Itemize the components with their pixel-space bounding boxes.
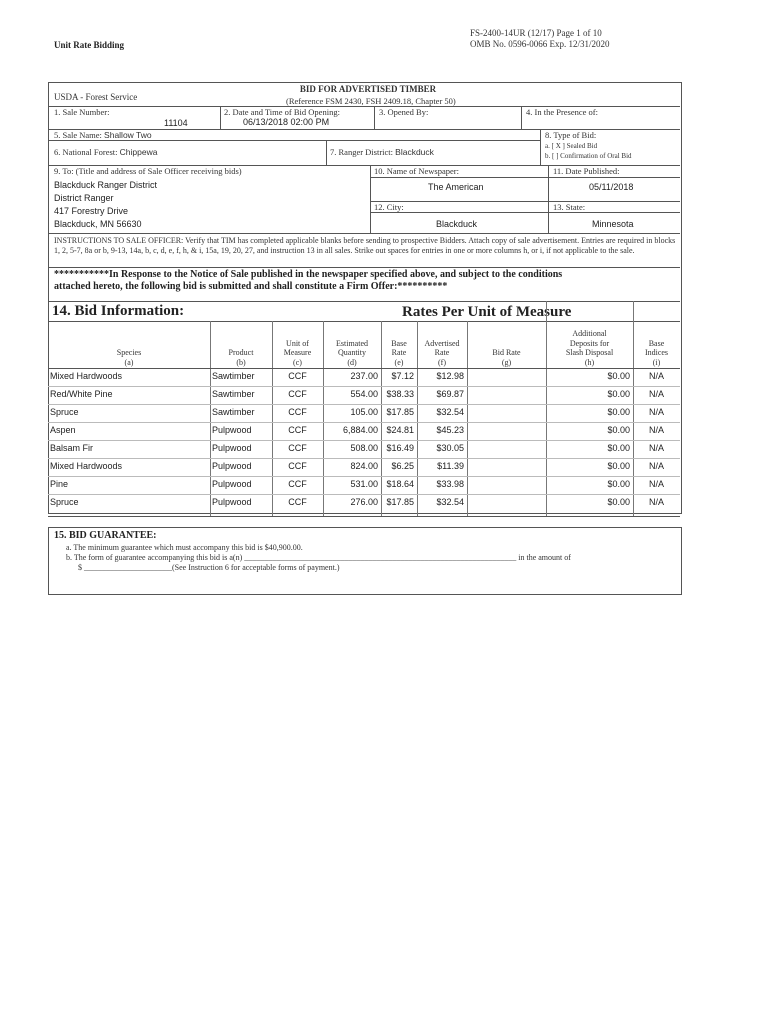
table-cell: Pulpwood <box>212 497 252 507</box>
bid-information-heading: 14. Bid Information: <box>52 303 185 319</box>
form-header <box>470 28 610 50</box>
bid-rate-input[interactable] <box>467 425 543 439</box>
form-id: FS-2400-14UR (12/17) Page 1 of 10 <box>470 28 602 38</box>
column-header: Bid Rate (g) <box>492 348 521 367</box>
table-cell: N/A <box>648 461 664 471</box>
bid-rate-input[interactable] <box>467 407 543 421</box>
bid-guarantee-heading: 15. BID GUARANTEE: <box>54 530 157 541</box>
table-cell: $6.25 <box>391 461 414 471</box>
table-cell: N/A <box>648 479 664 489</box>
table-cell: $0.00 <box>607 425 630 435</box>
table-cell: Spruce <box>50 497 79 507</box>
table-cell: N/A <box>648 443 664 453</box>
bid-opening-field[interactable]: 06/13/2018 02:00 PM <box>243 117 330 127</box>
table-cell: CCF <box>288 443 307 453</box>
table-cell: Sawtimber <box>212 389 255 399</box>
table-cell: N/A <box>648 407 664 417</box>
table-cell: $38.33 <box>386 389 414 399</box>
table-cell: $17.85 <box>386 497 414 507</box>
firm-offer-statement: ***********In Response to the Notice of Sale published in the newspaper specified above, and subject to the conditions attached hereto, the following bid is submitted and shall constitute a Firm Offer:********** <box>54 269 563 292</box>
table-cell: 531.00 <box>350 479 378 489</box>
table-cell: 276.00 <box>350 497 378 507</box>
table-cell: CCF <box>288 497 307 507</box>
table-cell: $45.23 <box>436 425 464 435</box>
table-cell: CCF <box>288 389 307 399</box>
state-label: 13. State: <box>553 202 586 212</box>
rates-per-unit-heading: Rates Per Unit of Measure <box>402 304 572 320</box>
column-header: Base Indices (i) <box>644 338 669 367</box>
sale-officer-address[interactable]: Blackduck Ranger District District Ranger 417 Forestry Drive Blackduck, MN 56630 <box>54 180 158 229</box>
table-cell: Red/White Pine <box>50 389 113 399</box>
table-cell: 508.00 <box>350 443 378 453</box>
table-cell: N/A <box>648 497 664 507</box>
bid-form <box>48 82 680 597</box>
table-cell: CCF <box>288 461 307 471</box>
document-title: Unit Rate Bidding <box>54 40 125 50</box>
table-cell: N/A <box>648 371 664 381</box>
table-cell: $0.00 <box>607 407 630 417</box>
date-published-label: 11. Date Published: <box>553 166 620 176</box>
table-cell: 554.00 <box>350 389 378 399</box>
ranger-district-label: 7. Ranger District: Blackduck <box>330 147 434 157</box>
table-cell: Sawtimber <box>212 407 255 417</box>
table-cell: N/A <box>648 425 664 435</box>
bid-rate-input[interactable] <box>467 479 543 493</box>
column-header: Additional Deposits for Slash Disposal (h) <box>565 329 614 367</box>
table-cell: 824.00 <box>350 461 378 471</box>
guarantee-form[interactable]: b. The form of guarantee accompanying this bid is a(n) ____________________________________________________________________ in the amount of <box>66 553 571 562</box>
table-cell: Pulpwood <box>212 479 252 489</box>
bid-rate-input[interactable] <box>467 371 543 385</box>
table-cell: $0.00 <box>607 443 630 453</box>
table-cell: $7.12 <box>391 371 414 381</box>
table-cell: $17.85 <box>386 407 414 417</box>
city-field[interactable]: Blackduck <box>436 219 478 229</box>
table-cell: $32.54 <box>436 497 464 507</box>
presence-of-label: 4. In the Presence of: <box>526 107 598 117</box>
table-cell: CCF <box>288 479 307 489</box>
date-published-field[interactable]: 05/11/2018 <box>589 182 634 192</box>
table-cell: Sawtimber <box>212 371 255 381</box>
table-cell: N/A <box>648 389 664 399</box>
table-cell: Balsam Fir <box>50 443 94 453</box>
form-reference: (Reference FSM 2430, FSH 2409.18, Chapter 50) <box>286 96 456 106</box>
table-cell: Aspen <box>50 425 76 435</box>
table-cell: $0.00 <box>607 371 630 381</box>
city-label: 12. City: <box>374 202 404 212</box>
table-cell: $12.98 <box>436 371 464 381</box>
table-cell: CCF <box>288 425 307 435</box>
table-cell: $0.00 <box>607 461 630 471</box>
sale-officer-label: 9. To: (Title and address of Sale Officer receiving bids) <box>54 166 242 176</box>
agency: USDA - Forest Service <box>54 92 138 102</box>
table-cell: 105.00 <box>350 407 378 417</box>
table-cell: $18.64 <box>386 479 414 489</box>
form-title: BID FOR ADVERTISED TIMBER <box>299 84 437 94</box>
table-cell: Spruce <box>50 407 79 417</box>
table-cell: $33.98 <box>436 479 464 489</box>
bid-rate-input[interactable] <box>467 443 543 457</box>
omb-number: OMB No. 0596-0066 Exp. 12/31/2020 <box>470 39 610 49</box>
sale-name-label: 5. Sale Name: Shallow Two <box>54 130 152 140</box>
table-cell: $11.39 <box>437 461 464 471</box>
column-header: Product (b) <box>228 348 254 367</box>
sealed-bid-option[interactable]: a. [ X ] Sealed Bid <box>545 142 598 150</box>
column-header: Base Rate (e) <box>391 338 407 367</box>
guarantee-amount[interactable]: $ ______________________(See Instruction 6 for acceptable forms of payment.) <box>78 563 340 572</box>
table-cell: $30.05 <box>436 443 464 453</box>
column-header: Advertised Rate (f) <box>424 338 460 367</box>
guarantee-minimum: a. The minimum guarantee which must accompany this bid is $40,900.00. <box>66 543 303 552</box>
bid-opening-label: 2. Date and Time of Bid Opening: <box>224 107 340 117</box>
table-cell: Pulpwood <box>212 425 252 435</box>
ranger-district-field[interactable]: Blackduck <box>395 147 434 157</box>
table-cell: CCF <box>288 371 307 381</box>
bid-rate-input[interactable] <box>467 389 543 403</box>
table-cell: Mixed Hardwoods <box>50 461 123 471</box>
bid-rate-input[interactable] <box>467 461 543 475</box>
table-cell: Pine <box>50 479 69 489</box>
sale-number-field[interactable]: 11104 <box>164 118 188 128</box>
table-cell: $0.00 <box>607 479 630 489</box>
national-forest-field[interactable]: Chippewa <box>119 147 158 157</box>
table-cell: $24.81 <box>386 425 414 435</box>
table-cell: $16.49 <box>386 443 414 453</box>
bid-rate-input[interactable] <box>467 497 543 511</box>
table-cell: 6,884.00 <box>342 425 378 435</box>
oral-bid-option[interactable]: b. [ ] Confirmation of Oral Bid <box>545 152 632 160</box>
table-cell: $0.00 <box>607 497 630 507</box>
column-header: Unit of Measure (c) <box>283 338 312 367</box>
table-cell: Mixed Hardwoods <box>50 371 123 381</box>
column-header: Species (a) <box>116 348 142 367</box>
table-cell: 237.00 <box>350 371 378 381</box>
table-cell: Pulpwood <box>212 461 252 471</box>
state-field[interactable]: Minnesota <box>592 219 634 229</box>
opened-by-label: 3. Opened By: <box>379 107 429 117</box>
newspaper-field[interactable]: The American <box>428 182 484 192</box>
table-cell: $0.00 <box>607 389 630 399</box>
table-cell: Pulpwood <box>212 443 252 453</box>
instructions-text: INSTRUCTIONS TO SALE OFFICER: Verify that TIM has completed applicable blanks before sending to prospective Bidders. Attach copy of sale advertisement. Entries are required in blocks 1, 2, 5-7, 8a or b, 9-13, 14a, b, c, d, e, f, h, & i, 15a, 19, 20, 27, and instruction 13 in all sales. Strike out spaces for entries in one or more columns h, or i, if not applicable to the sale. <box>54 236 676 255</box>
table-cell: $32.54 <box>436 407 464 417</box>
bid-type-label: 8. Type of Bid: <box>545 130 597 140</box>
table-cell: CCF <box>288 407 307 417</box>
newspaper-label: 10. Name of Newspaper: <box>374 166 459 176</box>
national-forest-label: 6. National Forest: Chippewa <box>54 147 158 157</box>
sale-number-label: 1. Sale Number: <box>54 107 110 117</box>
column-header: Estimated Quantity (d) <box>336 338 368 367</box>
table-cell: $69.87 <box>436 389 464 399</box>
sale-name-field[interactable]: Shallow Two <box>104 130 152 140</box>
